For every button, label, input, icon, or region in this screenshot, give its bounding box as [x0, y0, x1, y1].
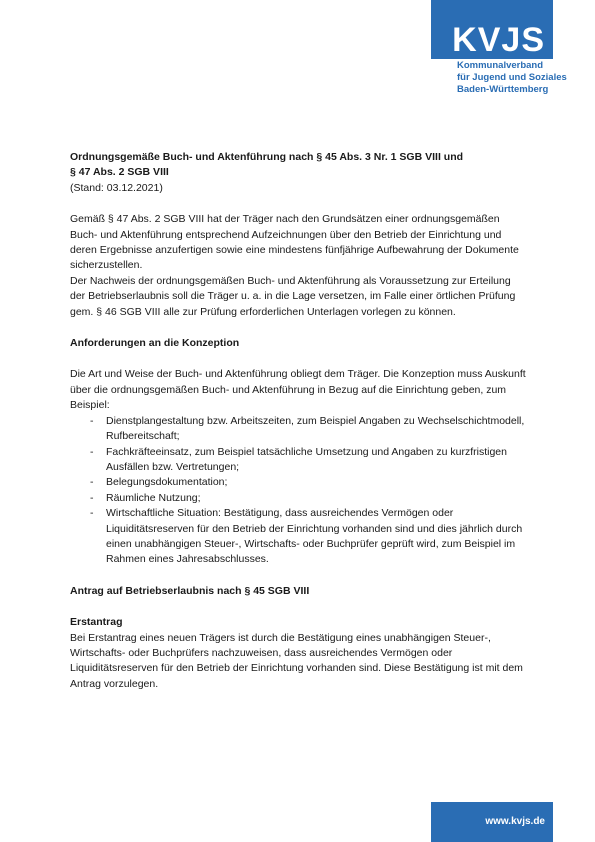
list-item-text: Belegungsdokumentation;	[106, 476, 228, 489]
list-item-text: Wirtschaftliche Situation: Bestätigung, dass ausreichendes Vermögen oder Liquiditätsreserven für den Betrieb der Einrichtung vorhanden sind und dies jährlich durch einen unabhängigen Steuer-, Wirtschafts- oder Buchprüfer geprüft wird, zum Beispiel im Rahmen eines Jahresabschlusses.	[106, 507, 523, 566]
list-item: - Räumliche Nutzung;	[90, 491, 201, 504]
intro-paragraph: Der Nachweis der ordnungsgemäßen Buch- und Aktenführung als Voraussetzung zur Erteilung der Betriebserlaubnis soll die Träger u. a. in die Lage versetzen, im Falle einer örtlichen Prüfung gem. § 46 SGB VIII alle zur Prüfung erforderlichen Unterlagen vorlegen zu können.	[70, 274, 516, 318]
requirements-list	[70, 414, 528, 568]
document-title-line1: Ordnungsgemäße Buch- und Aktenführung nach § 45 Abs. 3 Nr. 1 SGB VIII und	[70, 151, 464, 163]
konzeption-paragraph: Die Art und Weise der Buch- und Aktenführung obliegt dem Träger. Die Konzeption muss Auskunft über die ordnungsgemäßen Buch- und Aktenführung in Bezug auf die Einrichtung geben, zum Beispiel:	[70, 368, 526, 412]
antrag-paragraph: Bei Erstantrag eines neuen Trägers ist durch die Bestätigung eines unabhängigen Steuer-, Wirtschafts- oder Buchprüfers nachzuweisen, dass ausreichendes Vermögen oder Liquiditätsreserven für den Betrieb der Einrichtung vorhanden sind. Diese Bestätigung ist mit dem Antrag vorzulegen.	[70, 631, 523, 690]
org-line: Kommunalverband	[457, 60, 544, 71]
section-heading-antrag: Antrag auf Betriebserlaubnis nach § 45 SGB VIII	[70, 584, 310, 597]
website-url: www.kvjs.de	[485, 816, 545, 827]
organization-name	[457, 60, 567, 96]
document-body	[70, 150, 528, 692]
intro-paragraph: Gemäß § 47 Abs. 2 SGB VIII hat der Träger nach den Grundsätzen einer ordnungsgemäßen Buch- und Aktenführung entsprechend Aufzeichnungen über den Betrieb der Einrichtung und deren Ergebnisse anzufertigen sowie eine mindestens fünfjährige Aufbewahrung der Dokumente sicherzustellen.	[70, 213, 519, 272]
footer-banner	[431, 802, 553, 842]
org-line: Baden-Württemberg	[457, 84, 549, 95]
list-item-text: Fachkräfteeinsatz, zum Beispiel tatsächliche Umsetzung und Angaben zu kurzfristigen Ausfällen bzw. Vertretungen;	[106, 445, 507, 473]
kvjs-logo	[431, 0, 553, 59]
list-item: - Fachkräfteeinsatz, zum Beispiel tatsächliche Umsetzung und Angaben zu kurzfristigen Ausfällen bzw. Vertretungen;	[90, 445, 507, 473]
list-item-text: Räumliche Nutzung;	[106, 491, 201, 504]
subheading-erstantrag: Erstantrag	[70, 616, 123, 629]
logo-text: KVJS	[452, 21, 545, 59]
document-date: (Stand: 03.12.2021)	[70, 181, 163, 194]
list-item-text: Dienstplangestaltung bzw. Arbeitszeiten, zum Beispiel Angaben zu Wechselschichtmodell, Rufbereitschaft;	[106, 414, 525, 443]
list-item: - Belegungsdokumentation;	[90, 476, 228, 489]
list-item: - Wirtschaftliche Situation: Bestätigung, dass ausreichendes Vermögen oder Liquiditätsreserven für den Betrieb der Einrichtung vorhanden sind und dies jährlich durch einen unabhängigen Steuer-, Wirtschafts- oder Buchprüfer geprüft wird, zum Beispiel im Rahmen eines Jahresabschlusses.	[90, 507, 523, 566]
org-line: für Jugend und Soziales	[457, 72, 567, 83]
list-item: - Dienstplangestaltung bzw. Arbeitszeiten, zum Beispiel Angaben zu Wechselschichtmodell, Rufbereitschaft;	[90, 414, 525, 443]
document-title-line2: § 47 Abs. 2 SGB VIII	[70, 166, 169, 179]
section-heading-konzeption: Anforderungen an die Konzeption	[70, 337, 240, 350]
